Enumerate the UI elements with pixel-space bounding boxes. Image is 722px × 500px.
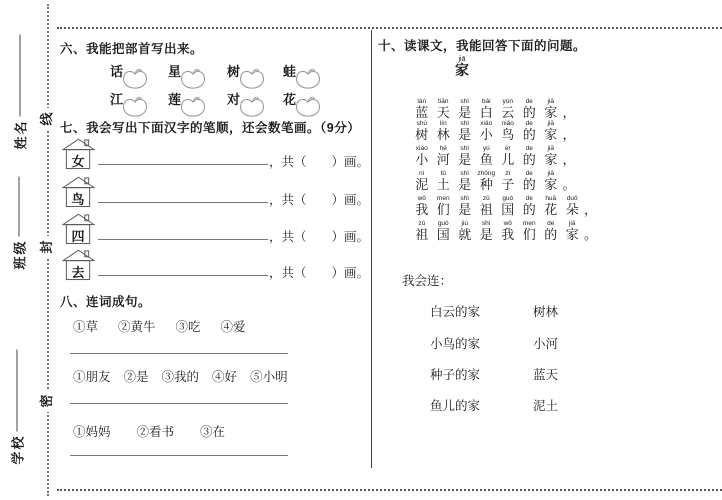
poem-char: zǐ 子 — [501, 170, 515, 192]
bottom-rule-line — [57, 489, 722, 491]
radical-cell — [227, 89, 273, 119]
match-left-item: 小鸟的家 — [430, 337, 481, 351]
section-ten-title: 十、读课文，我能回答下面的问题。 — [378, 39, 587, 53]
section-seven-title: 七、我会写出下面汉字的笔顺，还会数笔画。（9分） — [60, 121, 361, 135]
sentence-blank-line — [70, 454, 288, 456]
apple-outline-icon — [238, 68, 266, 89]
section-eight-title: 八、连词成句。 — [60, 295, 152, 309]
student-name-field — [10, 35, 30, 150]
poem-punctuation: ， — [562, 127, 576, 142]
apple-outline-icon — [121, 68, 149, 89]
answer-blank-line — [98, 238, 268, 240]
poem-char: duǒ 朵 — [565, 195, 579, 217]
answer-blank-line — [98, 163, 268, 165]
radical-cell — [168, 89, 214, 119]
radical-char: 江 — [110, 92, 124, 107]
stroke-char: 女 — [71, 154, 85, 169]
poem-char: de 的 — [544, 220, 558, 242]
class-blank-line — [18, 177, 20, 237]
word-item: ④好 — [212, 370, 238, 384]
house-outline-icon — [62, 176, 95, 208]
poem-char: niǎo 鸟 — [501, 120, 515, 142]
stroke-char: 鸟 — [71, 192, 85, 207]
poem-char: yún 云 — [501, 98, 515, 120]
poem-char: guó 国 — [501, 195, 515, 217]
seal-char-feng: 封 — [37, 236, 57, 258]
radical-char: 星 — [168, 64, 182, 79]
poem-char: jiā 家 — [544, 170, 558, 192]
house-outline-icon — [62, 138, 95, 170]
poem-char: de 的 — [522, 145, 536, 167]
poem-char: de 的 — [522, 120, 536, 142]
poem-char: zǔ 祖 — [415, 220, 429, 242]
radical-cell — [110, 61, 156, 91]
poem-char: shì 是 — [458, 170, 472, 192]
word-item: ②是 — [123, 370, 149, 384]
word-item: ①草 — [73, 320, 99, 334]
apple-outline-icon — [294, 68, 322, 89]
word-row — [73, 317, 246, 335]
apple-outline-icon — [238, 96, 266, 117]
poem-char: lán 蓝 — [415, 98, 429, 120]
radical-char: 树 — [227, 64, 241, 79]
stroke-char: 去 — [71, 265, 85, 280]
poem-char: hé 河 — [436, 145, 450, 167]
poem-char: jiā 家 — [544, 120, 558, 142]
column-divider-line — [371, 30, 372, 468]
poem-line — [411, 170, 576, 192]
poem-char: shì 是 — [458, 195, 472, 217]
match-exercise-title: 我会连： — [402, 274, 453, 288]
student-class-field — [9, 177, 29, 270]
stroke-count-text: ，共（ ）画。 — [269, 193, 370, 207]
poem-punctuation: ， — [562, 105, 576, 120]
poem-char: jiù 就 — [458, 220, 472, 242]
poem-line — [411, 120, 576, 142]
poem-char: xiǎo 小 — [479, 120, 493, 142]
match-left-item: 白云的家 — [430, 305, 481, 319]
poem-char: yú 鱼 — [479, 145, 493, 167]
match-right-item: 树林 — [533, 305, 559, 319]
stroke-order-row — [62, 175, 368, 208]
house-outline-icon — [62, 249, 95, 281]
poem-line — [411, 145, 576, 167]
section-six-title: 六、我能把部首写出来。 — [60, 42, 204, 56]
poem-line — [411, 98, 576, 120]
poem-punctuation: 。 — [584, 227, 598, 242]
poem-char: jiā 家 — [544, 98, 558, 120]
radical-cell — [168, 61, 214, 91]
poem-char: tǔ 土 — [436, 170, 450, 192]
word-item: ①妈妈 — [73, 425, 111, 439]
stroke-order-row — [62, 248, 368, 281]
radical-cell — [227, 61, 273, 91]
radical-char: 话 — [110, 64, 124, 79]
poem-char: shì 是 — [458, 145, 472, 167]
poem-char: shì 是 — [458, 98, 472, 120]
poem-char: jiā 家 — [565, 220, 579, 242]
answer-blank-line — [98, 201, 268, 203]
apple-outline-icon — [179, 96, 207, 117]
sentence-blank-line — [70, 352, 288, 354]
poem-char: jiā 家 — [544, 145, 558, 167]
poem-char: ní 泥 — [415, 170, 429, 192]
word-item: ③我的 — [161, 370, 200, 384]
poem-char: de 的 — [522, 98, 536, 120]
seal-char-mi: 密 — [37, 390, 57, 412]
poem-char: guó 国 — [436, 220, 450, 242]
word-row — [73, 367, 288, 385]
radical-char: 对 — [227, 92, 241, 107]
stroke-order-row — [62, 212, 368, 245]
stroke-count-text: ，共（ ）画。 — [269, 266, 370, 280]
apple-outline-icon — [121, 96, 149, 117]
match-left-item: 鱼儿的家 — [430, 399, 481, 413]
poem-char: wǒ 我 — [501, 220, 515, 242]
match-right-item: 小河 — [533, 337, 559, 351]
radical-char: 莲 — [168, 92, 182, 107]
poem-char: ér 儿 — [501, 145, 515, 167]
seal-char-xian: 线 — [37, 108, 57, 130]
sentence-blank-line — [70, 402, 288, 404]
word-item: ③吃 — [175, 320, 201, 334]
school-blank-line — [16, 350, 18, 432]
poem-char: lín 林 — [436, 120, 450, 142]
name-label: 姓名 — [13, 119, 28, 150]
stroke-count-text: ，共（ ）画。 — [269, 155, 370, 169]
poem-line — [411, 220, 597, 242]
student-school-field — [7, 350, 27, 465]
poem-char: shù 树 — [415, 120, 429, 142]
class-label: 班级 — [12, 239, 27, 270]
poem-char: shì 是 — [479, 220, 493, 242]
poem-punctuation: 。 — [562, 177, 576, 192]
school-label: 学校 — [10, 434, 25, 465]
apple-outline-icon — [179, 68, 207, 89]
word-row — [73, 422, 225, 440]
poem-punctuation: ， — [562, 152, 576, 167]
poem-title — [449, 56, 475, 80]
name-blank-line — [19, 35, 21, 117]
match-right-item: 蓝天 — [533, 368, 559, 382]
poem-char: zǔ 祖 — [479, 195, 493, 217]
poem-char: de 的 — [522, 195, 536, 217]
match-left-item: 种子的家 — [430, 368, 481, 382]
top-rule-line — [57, 27, 722, 29]
word-item: ④爱 — [220, 320, 246, 334]
stroke-char: 四 — [71, 229, 85, 244]
poem-char: men 们 — [436, 195, 450, 217]
house-outline-icon — [62, 213, 95, 245]
answer-blank-line — [98, 274, 268, 276]
word-item: ①朋友 — [73, 370, 111, 384]
match-right-item: 泥土 — [533, 399, 559, 413]
poem-title-char: 家 — [455, 64, 469, 79]
poem-punctuation: ， — [584, 202, 598, 217]
stroke-order-row — [62, 137, 368, 170]
poem-char: huā 花 — [544, 195, 558, 217]
poem-char: xiǎo 小 — [415, 145, 429, 167]
stroke-count-text: ，共（ ）画。 — [269, 230, 370, 244]
word-item: ②黄牛 — [118, 320, 156, 334]
poem-line — [411, 195, 597, 217]
poem-char: zhǒng 种 — [477, 170, 496, 192]
poem-char: wǒ 我 — [415, 195, 429, 217]
radical-char: 花 — [283, 92, 297, 107]
poem-char: shì 是 — [458, 120, 472, 142]
word-item: ②看书 — [136, 425, 175, 439]
radical-cell — [283, 61, 329, 91]
word-item: ⑤小明 — [250, 370, 288, 384]
poem-title-pinyin: jiā — [458, 56, 466, 63]
apple-outline-icon — [294, 96, 322, 117]
radical-char: 蛙 — [283, 64, 297, 79]
poem-char: bái 白 — [479, 98, 493, 120]
poem-char: men 们 — [522, 220, 536, 242]
radical-cell — [283, 89, 329, 119]
radical-cell — [110, 89, 156, 119]
poem-char: de 的 — [522, 170, 536, 192]
poem-char: tiān 天 — [436, 98, 450, 120]
word-item: ③在 — [200, 425, 226, 439]
